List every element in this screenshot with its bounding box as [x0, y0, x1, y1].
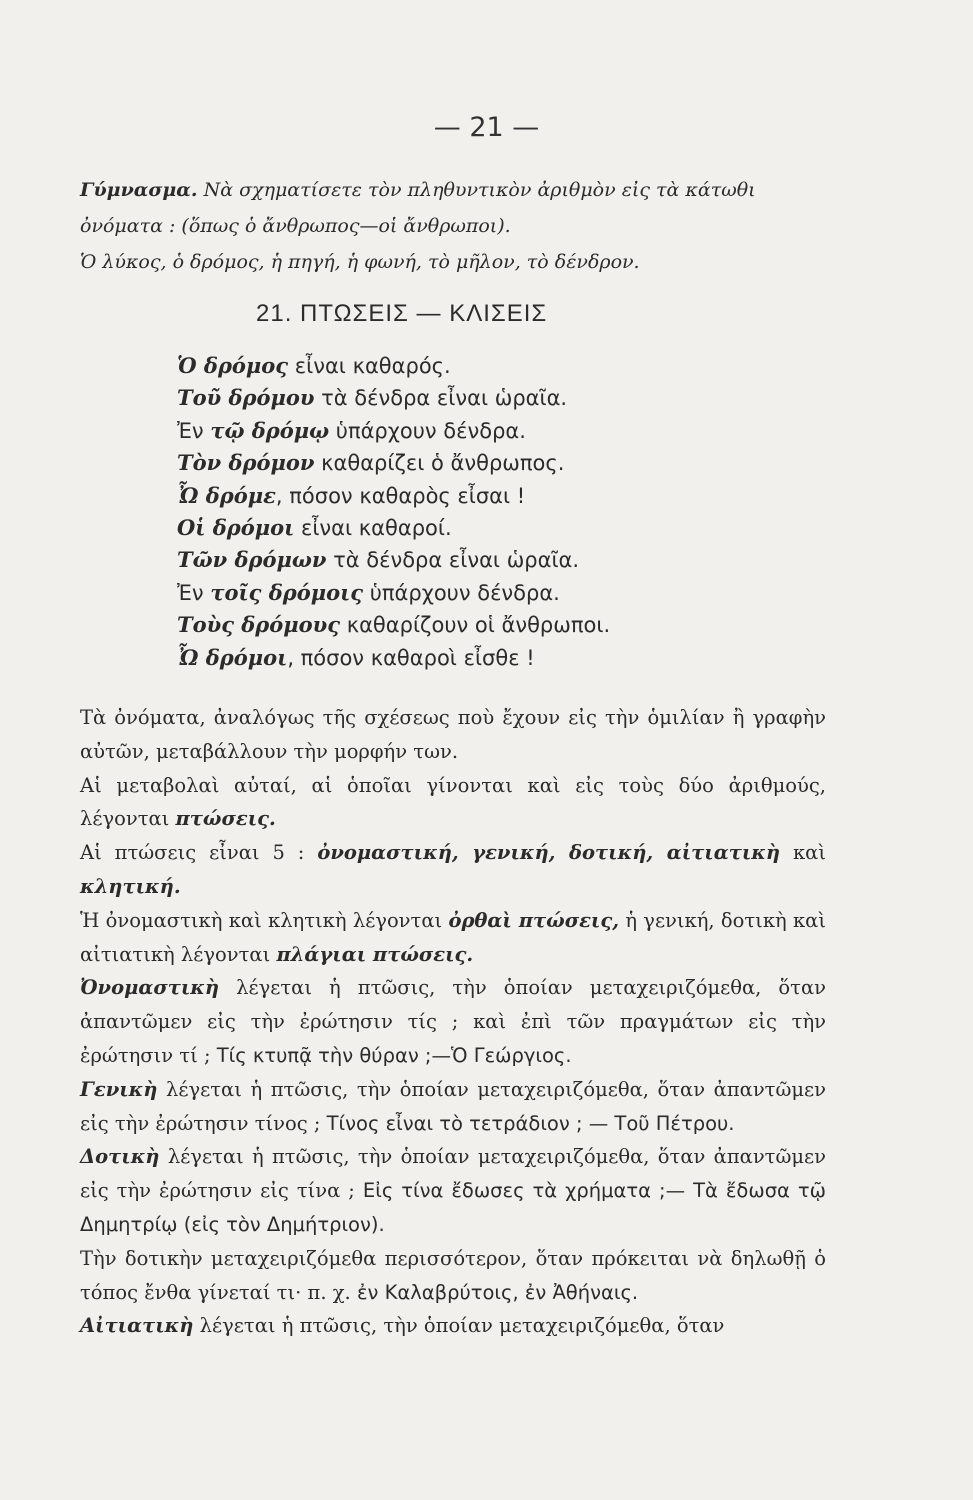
paragraph: Αἰτιατικὴ λέγεται ἡ πτῶσις, τὴν ὁποίαν μεταχειριζόμεθα, ὅταν [80, 1314, 725, 1338]
section-heading: 21. ΠΤΩΣΕΙΣ — ΚΛΙΣΕΙΣ [256, 300, 548, 327]
paragraph: Αἱ πτώσεις εἶναι 5 : ὀνομαστική, γενική, δοτική, αἰτιατικὴ καὶ κλητική. [80, 841, 826, 898]
paragraph: Αἱ μεταβολαὶ αὐταί, αἱ ὁποῖαι γίνονται καὶ εἰς τοὺς δύο ἀριθμούς, λέγονται πτώσεις. [80, 773, 826, 831]
declension-row: Ὁ δρόμος εἶναι καθαρός. [177, 353, 451, 378]
exercise-block [80, 172, 820, 280]
declension-row: Τοῦ δρόμου τὰ δένδρα εἶναι ὡραῖα. [177, 385, 568, 411]
paragraph: Ἡ ὀνομαστικὴ καὶ κλητικὴ λέγονται ὀρθαὶ πτώσεις, ἡ γενική, δοτικὴ καὶ αἰτιατικὴ λέγονται πλάγιαι πτώσεις. [80, 908, 826, 966]
paragraph: Τὰ ὀνόματα, ἀναλόγως τῆς σχέσεως ποὺ ἔχουν εἰς τὴν ὁμιλίαν ἢ γραφὴν αὐτῶν, μεταβάλλουν τὴν μορφήν των. [80, 706, 826, 763]
body-text [80, 701, 826, 1343]
exercise-words: Ὁ λύκος, ὁ δρόμος, ἡ πηγή, ἡ φωνή, τὸ μῆλον, τὸ δένδρον. [80, 251, 640, 273]
declension-row: Τὸν δρόμον καθαρίζει ὁ ἄνθρωπος. [177, 450, 565, 476]
exercise-instruction: Νὰ σχηματίσετε τὸν πληθυντικὸν ἀριθμὸν εἰς τὰ κάτωθι ὀνόματα : (ὅπως ὁ ἄνθρωπος—οἱ ἄνθρωποι). [80, 179, 756, 237]
declension-row: Τοὺς δρόμους καθαρίζουν οἱ ἄνθρωποι. [177, 612, 611, 638]
paragraph: Ὀνομαστικὴ λέγεται ἡ πτῶσις, τὴν ὁποίαν μεταχειριζόμεθα, ὅταν ἀπαντῶμεν εἰς τὴν ἐρώτησιν τίς ; καὶ ἐπὶ τῶν πραγμάτων εἰς τὴν ἐρώτησιν τί ; Τίς κτυπᾷ τὴν θύραν ;—Ὁ Γεώργιος. [80, 976, 826, 1067]
paragraph: Γενικὴ λέγεται ἡ πτῶσις, τὴν ὁποίαν μεταχειριζόμεθα, ὅταν ἀπαντῶμεν εἰς τὴν ἐρώτησιν τίνος ; Τίνος εἶναι τὸ τετράδιον ; — Τοῦ Πέτρου. [80, 1077, 826, 1135]
exercise-label: Γύμνασμα. [80, 179, 198, 201]
paragraph: Δοτικὴ λέγεται ἡ πτῶσις, τὴν ὁποίαν μεταχειριζόμεθα, ὅταν ἀπαντῶμεν εἰς τὴν ἐρώτησιν εἰς τίνα ; Εἰς τίνα ἔδωσες τὰ χρήματα ;— Τὰ ἔδωσα τῷ Δημητρίῳ (εἰς τὸν Δημήτριον). [80, 1145, 826, 1236]
declension-row: Ἐν τοῖς δρόμοις ὑπάρχουν δένδρα. [177, 579, 560, 605]
page-number: — 21 — [433, 112, 540, 143]
declension-row: Ὦ δρόμοι, πόσον καθαροὶ εἶσθε ! [177, 644, 535, 670]
declension-row: Ὦ δρόμε, πόσον καθαρὸς εἶσαι ! [177, 482, 526, 508]
declension-table [177, 350, 737, 674]
paragraph: Τὴν δοτικὴν μεταχειριζόμεθα περισσότερον, ὅταν πρόκειται νὰ δηλωθῇ ὁ τόπος ἔνθα γίνεταί τι· π. χ. ἐν Καλαβρύτοις, ἐν Ἀθήναις. [80, 1246, 826, 1304]
declension-row: Ἐν τῷ δρόμῳ ὑπάρχουν δένδρα. [177, 417, 526, 443]
declension-row: Οἱ δρόμοι εἶναι καθαροί. [177, 514, 452, 540]
declension-row: Τῶν δρόμων τὰ δένδρα εἶναι ὡραῖα. [177, 547, 580, 573]
